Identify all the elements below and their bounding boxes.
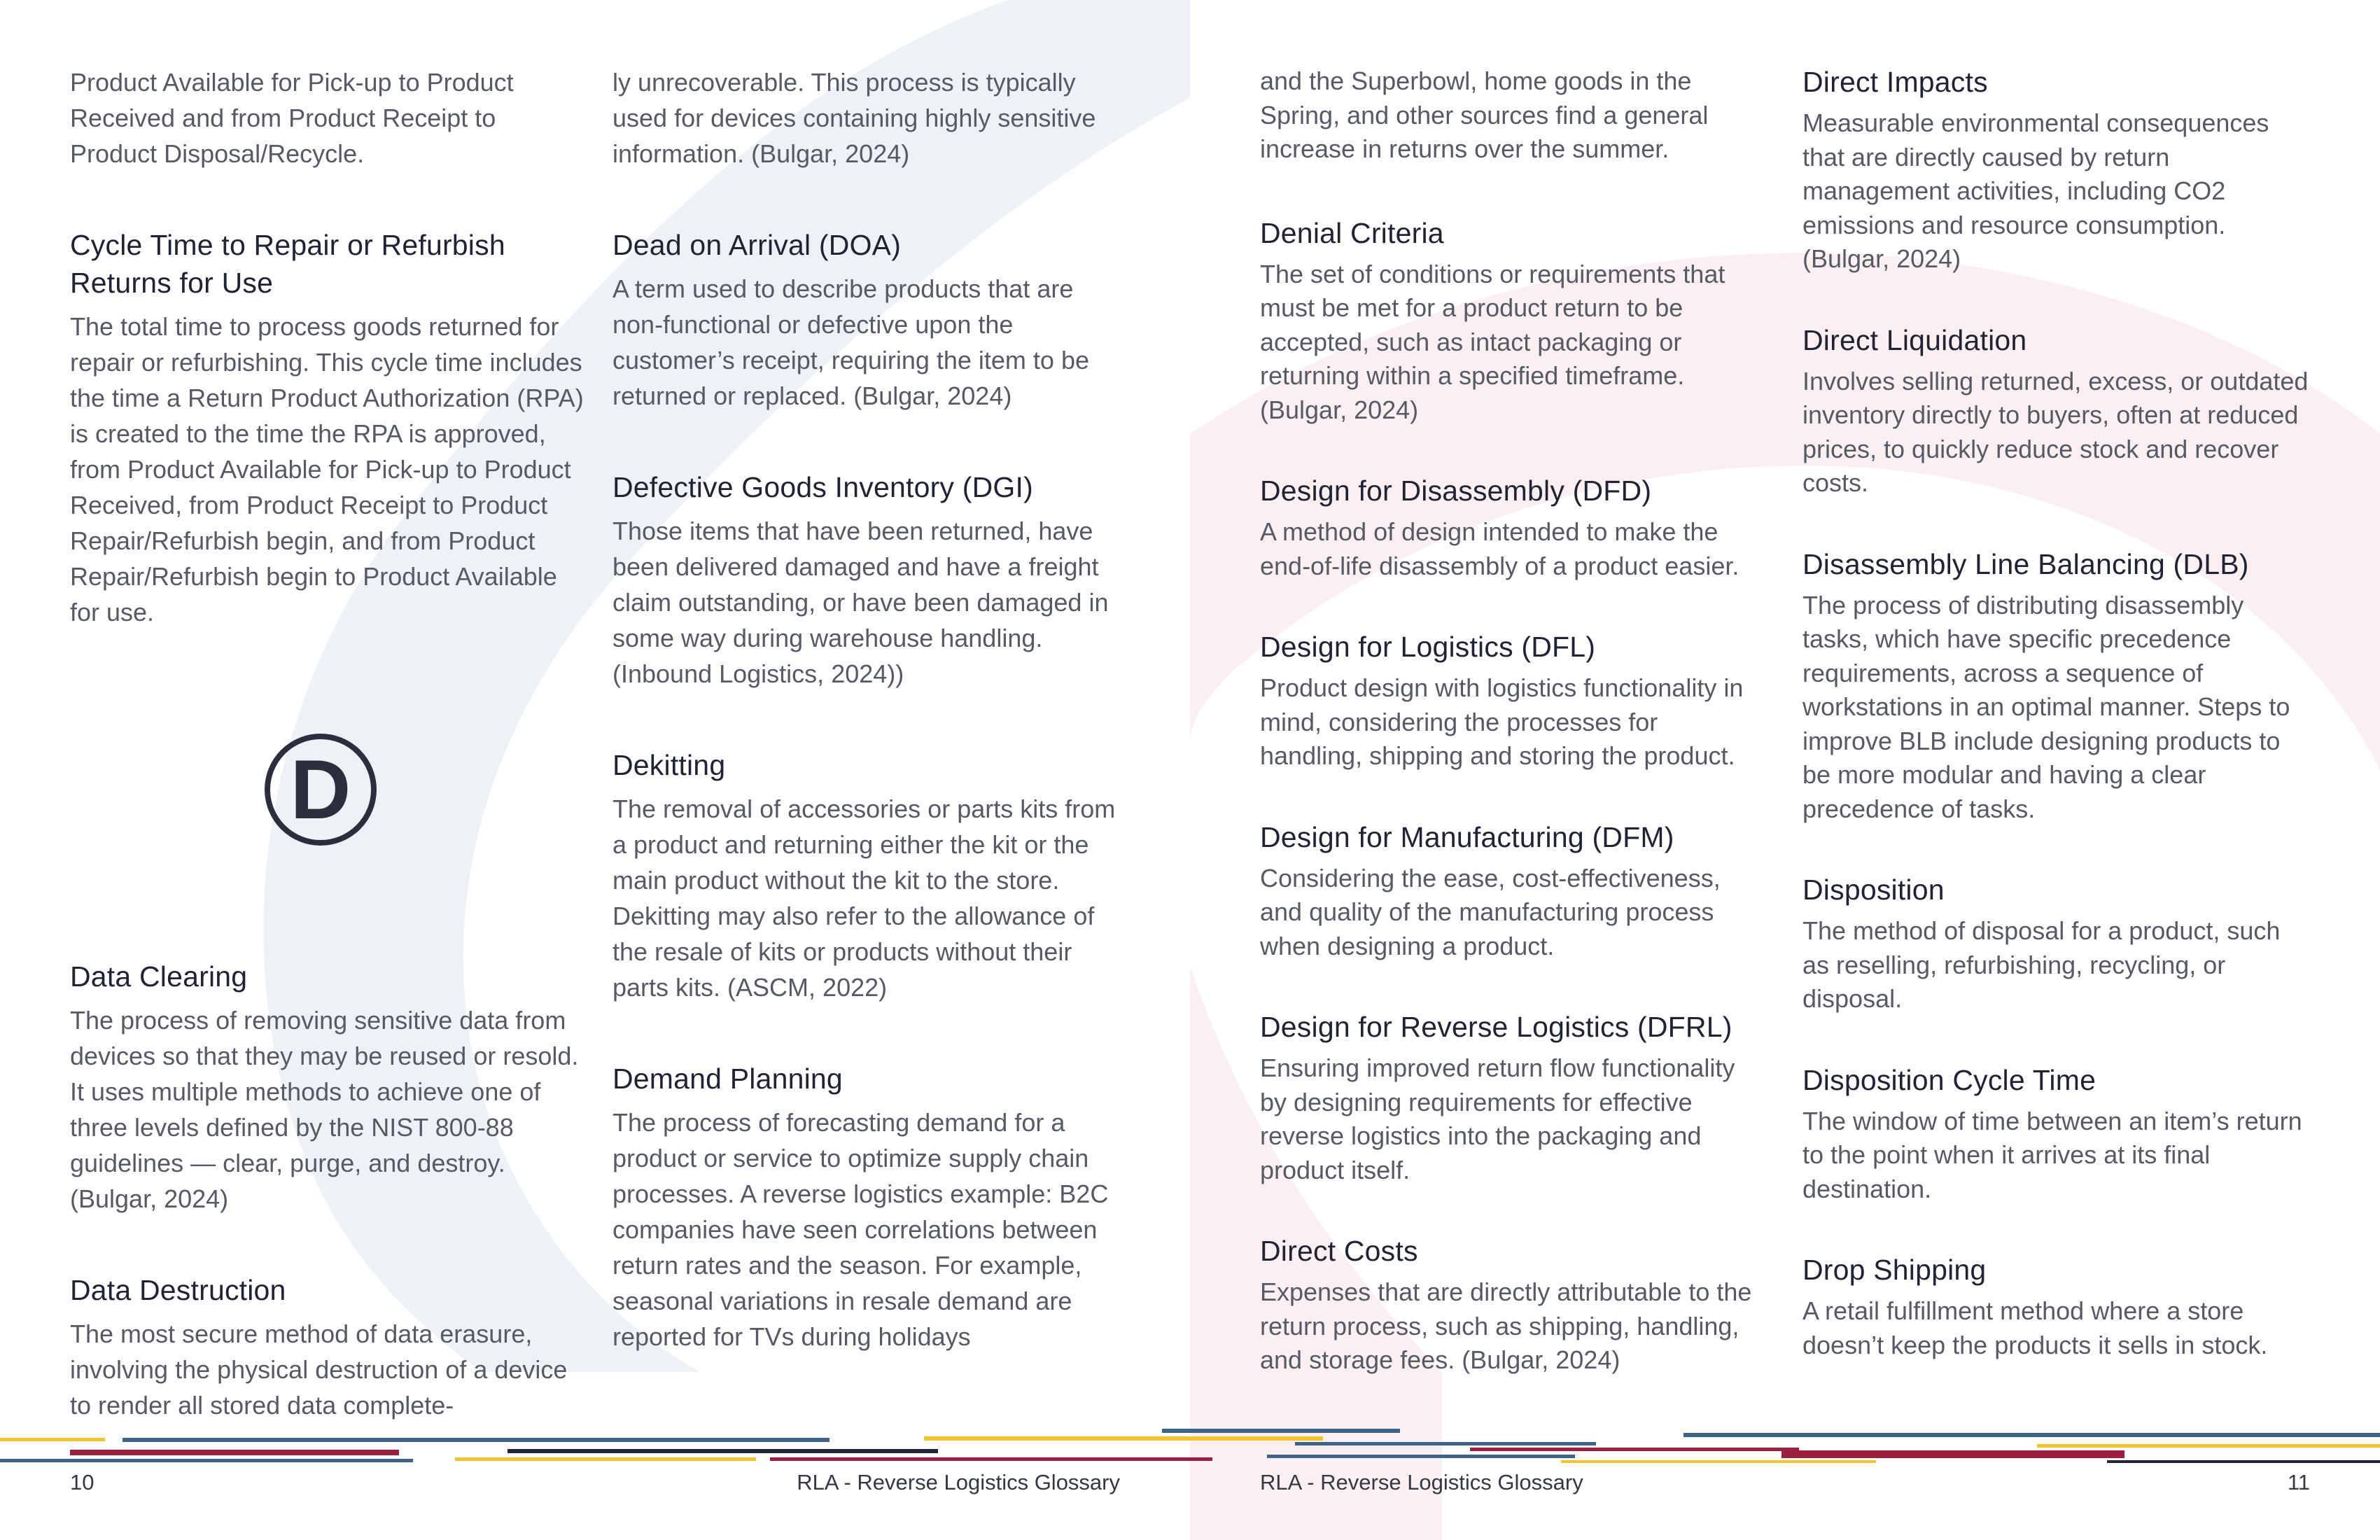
continued-definition: ly unrecoverable. This process is typically used for devices containing highly sensitive information. (Bulgar, 2024) bbox=[612, 68, 1096, 168]
right-column-1 bbox=[1260, 64, 1764, 1378]
glossary-definition: Product design with logistics functionality in mind, considering the processes for handling, shipping and storing the product. bbox=[1260, 673, 1744, 770]
left-column-1 bbox=[70, 64, 588, 1478]
glossary-term: Design for Reverse Logistics (DFRL) bbox=[1260, 1011, 1732, 1043]
glossary-entry bbox=[1802, 323, 2314, 500]
glossary-entry bbox=[70, 958, 588, 1217]
glossary-term: Design for Manufacturing (DFM) bbox=[1260, 820, 1674, 853]
glossary-term: Defective Goods Inventory (DGI) bbox=[612, 471, 1033, 503]
glossary-term: Design for Logistics (DFL) bbox=[1260, 631, 1596, 663]
stripe bbox=[507, 1449, 938, 1453]
stripe bbox=[1684, 1433, 2380, 1437]
glossary-entry bbox=[1260, 629, 1764, 774]
glossary-term: Demand Planning bbox=[612, 1063, 843, 1095]
glossary-entry bbox=[612, 468, 1130, 692]
glossary-term: Disassembly Line Balancing (DLB) bbox=[1802, 547, 2249, 580]
stripe bbox=[0, 1438, 105, 1441]
stripe bbox=[1561, 1460, 1876, 1463]
glossary-term: Direct Costs bbox=[1260, 1235, 1418, 1267]
stripe bbox=[1470, 1448, 1799, 1451]
glossary-term: Drop Shipping bbox=[1802, 1254, 1987, 1286]
glossary-definition: Measurable environmental consequences that are directly caused by return management activities, including CO2 emissions and resource consumption. (Bulgar, 2024) bbox=[1802, 108, 2269, 273]
stripe bbox=[770, 1457, 1212, 1461]
right-column-2 bbox=[1802, 64, 2314, 1362]
left-column-2 bbox=[612, 64, 1130, 1409]
glossary-definition: The total time to process goods returned for repair or refurbishing. This cycle time includes the time a Return Product Authorization (RPA) is created to the time the RPA is approved, from Product Available for Pick-up to Product Received, from Product Receipt to Product Repair/Refurbish begin, and from Product Repair/Refurbish begin to Product Available for use. bbox=[70, 312, 584, 626]
stripe bbox=[1295, 1442, 1596, 1446]
glossary-entry bbox=[1802, 1063, 2314, 1207]
glossary-entry bbox=[612, 1060, 1130, 1354]
glossary-term: Direct Liquidation bbox=[1802, 323, 2027, 356]
glossary-definition: The method of disposal for a product, such as reselling, refurbishing, recycling, or disposal. bbox=[1802, 916, 2281, 1013]
glossary-definition: The most secure method of data erasure, involving the physical destruction of a device to render all stored data complete- bbox=[70, 1320, 568, 1420]
footer-title: RLA - Reverse Logistics Glossary bbox=[1260, 1470, 1583, 1494]
stripe bbox=[924, 1436, 1323, 1441]
glossary-definition: The window of time between an item’s return to the point when it arrives at its final destination. bbox=[1802, 1106, 2302, 1203]
glossary-definition: The set of conditions or requirements that must be met for a product return to be accepted, such as intact packaging or returning within a specified timeframe. (Bulgar, 2024) bbox=[1260, 259, 1726, 424]
glossary-term: Cycle Time to Repair or Refurbish Returns for Use bbox=[70, 229, 505, 299]
section-letter-badge: D bbox=[265, 734, 377, 846]
glossary-entry bbox=[1260, 216, 1764, 428]
stripe bbox=[1267, 1455, 1575, 1458]
glossary-definition: The process of forecasting demand for a product or service to optimize supply chain processes. A reverse logistics example: B2C companies have seen correlations between return rates and the season. For example, seasonal variations in resale demand are reported for TVs during holidays bbox=[612, 1108, 1109, 1351]
stripe bbox=[2107, 1460, 2380, 1463]
glossary-term: Direct Impacts bbox=[1802, 66, 1988, 98]
stripe bbox=[1162, 1429, 1400, 1433]
glossary-entry bbox=[612, 746, 1130, 1005]
glossary-entry bbox=[612, 226, 1130, 414]
stripe bbox=[122, 1438, 830, 1442]
glossary-term: Data Destruction bbox=[70, 1274, 286, 1306]
continued-definition: and the Superbowl, home goods in the Spring, and other sources find a general increase in returns over the summer. bbox=[1260, 66, 1709, 163]
glossary-entry bbox=[1260, 1009, 1764, 1187]
glossary-entry bbox=[1802, 547, 2314, 827]
glossary-definition: Those items that have been returned, have been delivered damaged and have a freight claim outstanding, or have been damaged in some way during warehouse handling. (Inbound Logistics, 2024)) bbox=[612, 517, 1109, 688]
glossary-term: Dekitting bbox=[612, 749, 726, 781]
page-number: 11 bbox=[2287, 1470, 2310, 1494]
glossary-entry bbox=[1260, 473, 1764, 583]
glossary-definition: Considering the ease, cost-effectiveness, and quality of the manufacturing process when designing a product. bbox=[1260, 863, 1721, 960]
glossary-entry bbox=[1802, 1252, 2314, 1362]
stripe bbox=[1782, 1450, 2124, 1458]
glossary-definition: The process of distributing disassembly tasks, which have specific precedence requirements, across a sequence of workstations in an optimal manner. Steps to improve BLB include designing products to be more modular and having a clear precedence of tasks. bbox=[1802, 590, 2290, 823]
glossary-entry bbox=[70, 1271, 588, 1423]
glossary-term: Design for Disassembly (DFD) bbox=[1260, 475, 1652, 507]
glossary-definition: Involves selling returned, excess, or outdated inventory directly to buyers, often at reduced prices, to quickly reduce stock and recover costs. bbox=[1802, 366, 2309, 497]
glossary-definition: A retail fulfillment method where a store doesn’t keep the products it sells in stock. bbox=[1802, 1296, 2268, 1359]
stripe bbox=[2037, 1444, 2380, 1448]
glossary-term: Disposition bbox=[1802, 874, 1945, 906]
glossary-term: Dead on Arrival (DOA) bbox=[612, 229, 902, 261]
glossary-term: Data Clearing bbox=[70, 960, 248, 993]
glossary-term: Denial Criteria bbox=[1260, 216, 1444, 249]
stripe bbox=[0, 1459, 413, 1462]
glossary-term: Disposition Cycle Time bbox=[1802, 1063, 2096, 1096]
glossary-definition: A term used to describe products that are non-functional or defective upon the customer’s receipt, requiring the item to be returned or replaced. (Bulgar, 2024) bbox=[612, 274, 1089, 410]
continued-definition: Product Available for Pick-up to Product Received and from Product Receipt to Product Disposal/Recycle. bbox=[70, 68, 514, 168]
footer-stripes bbox=[0, 1421, 2380, 1463]
footer-title: RLA - Reverse Logistics Glossary bbox=[797, 1470, 1120, 1494]
right-page bbox=[1190, 0, 2380, 1540]
glossary-definition: Ensuring improved return flow functionality by designing requirements for effective reverse logistics into the packaging and product itself. bbox=[1260, 1054, 1735, 1184]
glossary-definition: The process of removing sensitive data from devices so that they may be reused or resold. It uses multiple methods to achieve one of three levels defined by the NIST 800-88 guidelines — clear, purge, and destroy. (Bulgar, 2024) bbox=[70, 1006, 579, 1213]
stripe bbox=[455, 1457, 756, 1461]
page-number: 10 bbox=[70, 1470, 94, 1494]
glossary-definition: The removal of accessories or parts kits from a product and returning either the kit or the main product without the kit to the store. Dekitting may also refer to the allowance of the resale of kits or products without their parts kits. (ASCM, 2022) bbox=[612, 794, 1116, 1002]
glossary-definition: A method of design intended to make the end-of-life disassembly of a product easier. bbox=[1260, 517, 1740, 580]
glossary-entry bbox=[1260, 820, 1764, 964]
glossary-definition: Expenses that are directly attributable to the return process, such as shipping, handling, and storage fees. (Bulgar, 2024) bbox=[1260, 1278, 1752, 1374]
glossary-entry bbox=[1260, 1233, 1764, 1378]
stripe bbox=[70, 1450, 399, 1455]
glossary-entry bbox=[70, 226, 588, 630]
glossary-entry bbox=[1802, 872, 2314, 1016]
glossary-entry bbox=[1802, 64, 2314, 276]
